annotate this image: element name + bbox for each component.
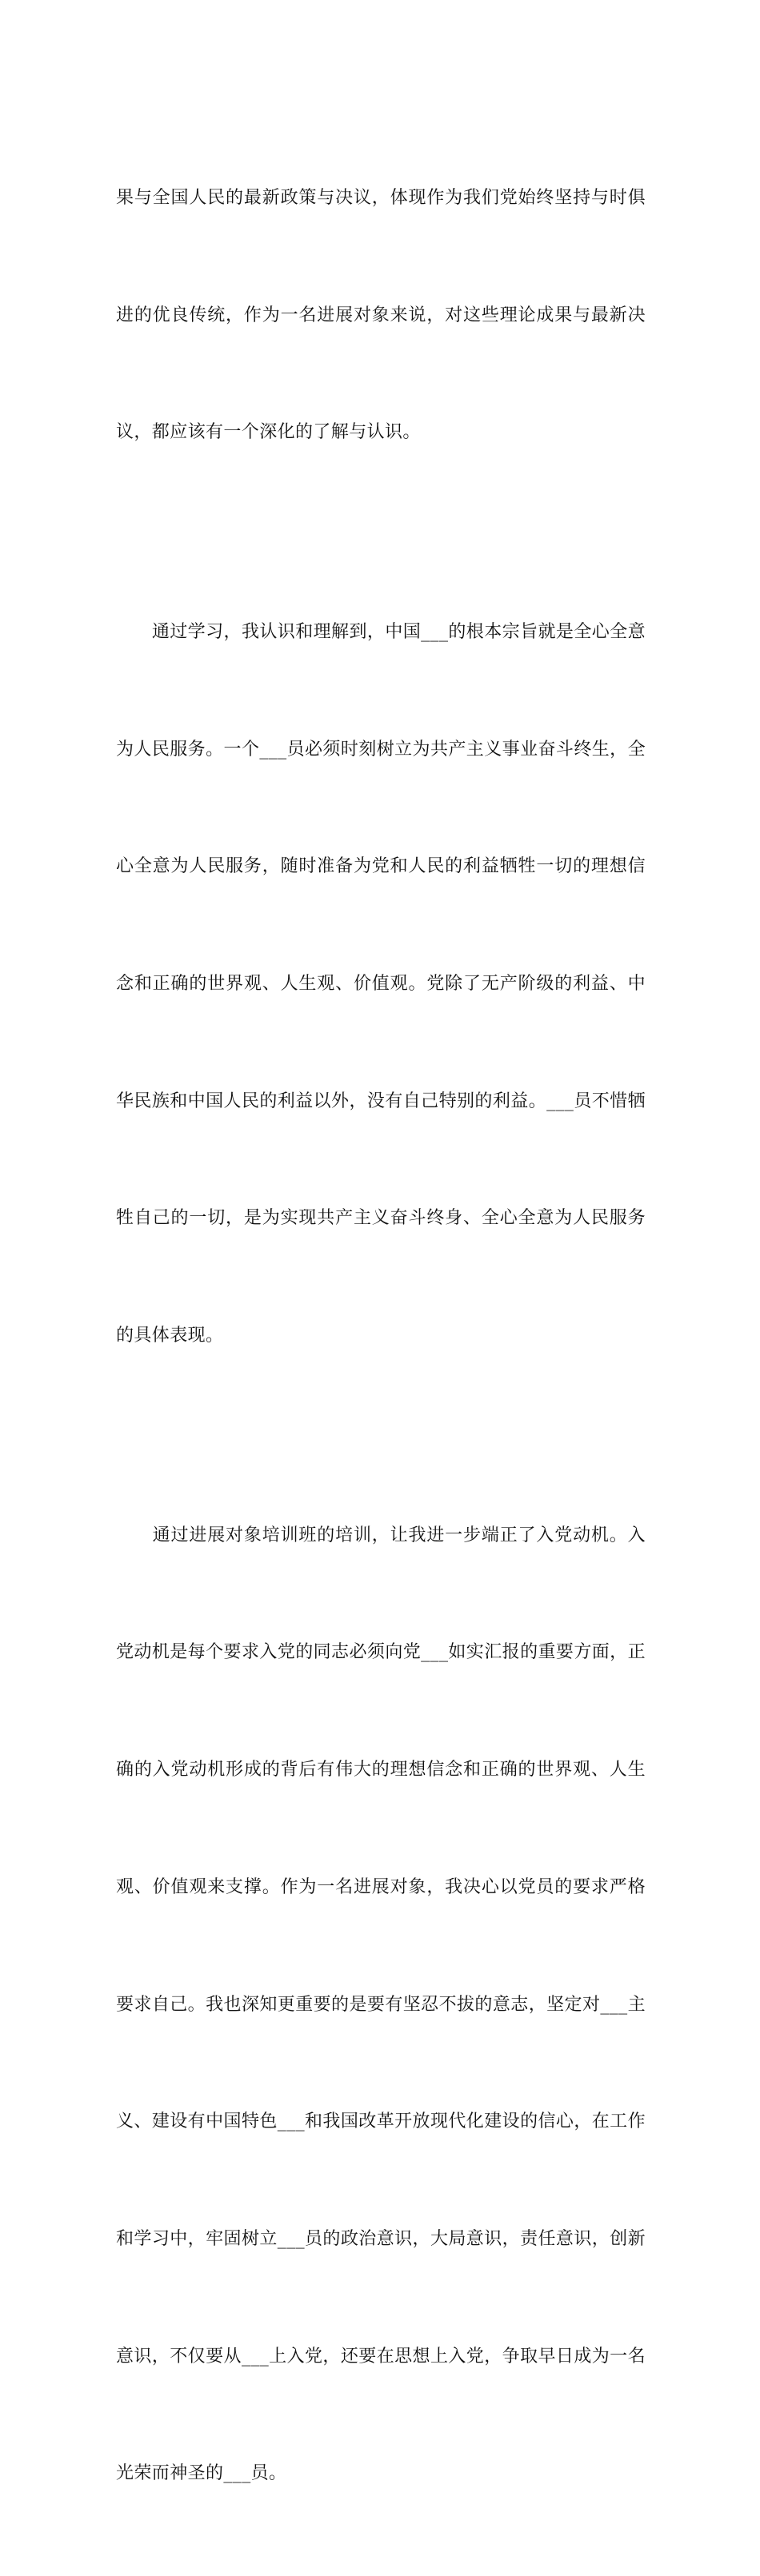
text-line: 要求自己。我也深知更重要的是要有坚忍不拔的意志，坚定对___主 (116, 1994, 646, 2015)
text-line: 心全意为人民服务，随时准备为党和人民的利益牺牲一切的理想信 (116, 856, 646, 877)
text-line: 光荣而神圣的___员。 (116, 2463, 287, 2484)
paragraph-1 (116, 101, 646, 531)
text-line: 华民族和中国人民的利益以外，没有自己特别的利益。___员不惜牺 (116, 1091, 646, 1111)
paragraph-2 (116, 535, 646, 1434)
text-line: 确的入党动机形成的背后有伟大的理想信念和正确的世界观、人生 (116, 1760, 646, 1780)
text-line: 党动机是每个要求入党的同志必须向党___如实汇报的重要方面，正 (116, 1642, 646, 1663)
text-line: 通过进展对象培训班的培训，让我进一步端正了入党动机。入 (116, 1525, 646, 1545)
text-line: 的具体表现。 (116, 1326, 224, 1346)
text-line: 为人民服务。一个___员必须时刻树立为共产主义事业奋斗终生，全 (116, 739, 646, 760)
text-line: 义、建设有中国特色___和我国改革开放现代化建设的信心，在工作 (116, 2111, 646, 2132)
text-line: 进的优良传统，作为一名进展对象来说，对这些理论成果与最新决 (116, 305, 646, 325)
text-line: 和学习中，牢固树立___员的政治意识，大局意识，责任意识，创新 (116, 2228, 646, 2249)
text-line: 通过学习，我认识和理解到，中国___的根本宗旨就是全心全意 (116, 621, 646, 642)
text-line: 念和正确的世界观、人生观、价值观。党除了无产阶级的利益、中 (116, 973, 646, 994)
text-line: 牲自己的一切，是为实现共产主义奋斗终身、全心全意为人民服务 (116, 1208, 646, 1229)
text-line: 观、价值观来支撑。作为一名进展对象，我决心以党员的要求严格 (116, 1876, 646, 1897)
text-line: 意识，不仅要从___上入党，还要在思想上入党，争取早日成为一名 (116, 2346, 646, 2367)
document-body (116, 101, 646, 2576)
text-line: 果与全国人民的最新政策与决议，体现作为我们党始终坚持与时俱 (116, 187, 646, 208)
text-line: 议，都应该有一个深化的了解与认识。 (116, 422, 421, 443)
paragraph-3 (116, 1438, 646, 2572)
